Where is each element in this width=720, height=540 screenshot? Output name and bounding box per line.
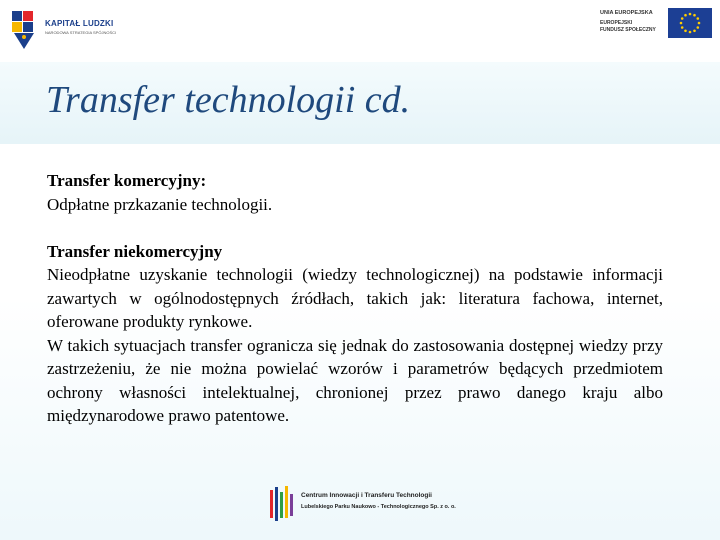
cit-emblem-icon [267,484,297,524]
eu-logo-line3: FUNDUSZ SPOŁECZNY [600,27,656,33]
kapital-ludzki-title: KAPITAŁ LUDZKI [45,19,114,28]
slide-title: Transfer technologii cd. [46,79,411,121]
noncommercial-text-1: Nieodpłatne uzyskanie technologii (wiedzy technologicznej) na podstawie informacji zawartych w ogólnodostępnych źródłach, takich jak: literatura fachowa, internet, oferowane produkty rynkowe. [47,265,663,331]
commercial-text: Odpłatne przkazanie technologii. [47,194,273,214]
eu-logo [600,8,712,44]
kapital-ludzki-emblem-icon [10,9,38,53]
cit-logo-line1: Centrum Innowacji i Transferu Technologii [301,492,432,499]
commercial-heading: Transfer komercyjny: [47,171,207,190]
kapital-ludzki-logo [6,2,126,60]
paragraph-gap [47,216,663,240]
kapital-ludzki-subtitle: NARODOWA STRATEGIA SPÓJNOŚCI [45,30,117,35]
header-band [0,0,720,62]
eu-flag-icon [668,8,712,38]
cit-footer-logo [267,484,457,524]
eu-logo-line1: UNIA EUROPEJSKA [600,10,653,16]
noncommercial-heading: Transfer niekomercyjny [47,241,223,261]
cit-logo-line2: Lubelskiego Parku Naukowo - Technologicznego Sp. z o. o. [301,504,456,510]
slide-body [47,169,663,428]
noncommercial-text-2: W takich sytuacjach transfer ogranicza się jednak do zastosowania dostępnej wiedzy przy zastrzeżeniu, że nie można powielać wzorów i parametrów będących przedmiotem ochrony własności intelektualnej, chronionej przez prawo danego kraju albo międzynarodowe prawo patentowe. [47,335,663,425]
eu-logo-line2: EUROPEJSKI [600,20,633,26]
